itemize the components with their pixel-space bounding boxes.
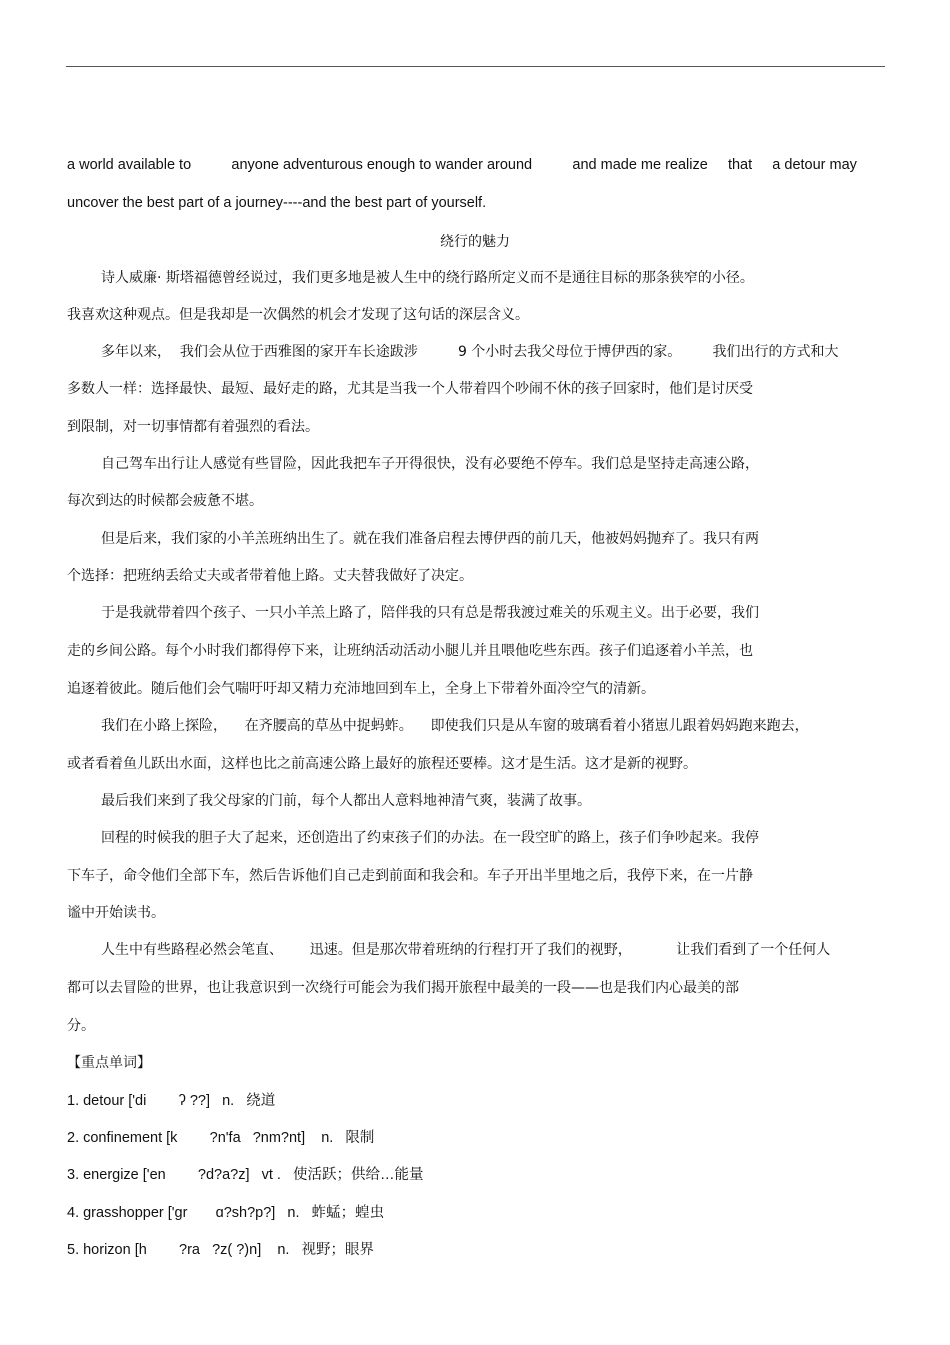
paragraph-line: 人生中有些路程必然会笔直、 迅速。但是那次带着班纳的行程打开了我们的视野， 让我们看到了一个任何人: [101, 942, 831, 958]
paragraph-line: 都可以去冒险的世界，也让我意识到一次绕行可能会为我们揭开旅程中最美的一段——也是我们内心最美的部: [67, 980, 739, 996]
paragraph-line: 下车子，命令他们全部下车，然后告诉他们自己走到前面和我会和。车子开出半里地之后，我停下来，在一片静: [67, 868, 753, 884]
header-rule: [66, 66, 885, 67]
paragraph-line: 多数人一样：选择最快、最短、最好走的路，尤其是当我一个人带着四个吵闹不休的孩子回家时，他们是讨厌受: [67, 381, 753, 397]
paragraph-line: 每次到达的时候都会疲惫不堪。: [67, 493, 263, 509]
paragraph-line: 谧中开始读书。: [67, 905, 165, 921]
vocab-item: 3. energize ['en ?d?a?z] vt . 使活跃；供给…能量: [67, 1167, 424, 1183]
vocab-item: 1. detour ['di ʔ ??] n. 绕道: [67, 1093, 276, 1109]
paragraph-line: 个选择：把班纳丢给丈夫或者带着他上路。丈夫替我做好了决定。: [67, 568, 473, 584]
paragraph-line: 诗人威廉· 斯塔福德曾经说过，我们更多地是被人生中的绕行路所定义而不是通往目标的那条狭窄的小径。: [101, 270, 754, 286]
vocab-item: 2. confinement [k ?n'fa ?nm?nt] n. 限制: [67, 1130, 375, 1146]
paragraph-line: 走的乡间公路。每个小时我们都得停下来，让班纳活动活动小腿儿并且喂他吃些东西。孩子们追逐着小羊羔，也: [67, 643, 753, 659]
paragraph-line: 分。: [67, 1018, 95, 1034]
paragraph-line: 多年以来， 我们会从位于西雅图的家开车长途跋涉 9 个小时去我父母位于博伊西的家。 我们出行的方式和大: [101, 344, 839, 360]
vocab-item: 5. horizon [h ?ra ?z( ?)n] n. 视野；眼界: [67, 1242, 375, 1258]
paragraph-line: 但是后来，我们家的小羊羔班纳出生了。就在我们准备启程去博伊西的前几天，他被妈妈抛弃了。我只有两: [101, 531, 759, 547]
paragraph-line: 或者看着鱼儿跃出水面，这样也比之前高速公路上最好的旅程还要棒。这才是生活。这才是新的视野。: [67, 756, 697, 772]
vocab-heading: 【重点单词】: [67, 1055, 151, 1071]
paragraph-line: 我们在小路上探险， 在齐腰高的草丛中捉蚂蚱。 即使我们只是从车窗的玻璃看着小猪崽儿跟着妈妈跑来跑去，: [101, 718, 809, 734]
article-title: 绕行的魅力: [440, 234, 510, 250]
paragraph-line: 自己驾车出行让人感觉有些冒险，因此我把车子开得很快，没有必要绝不停车。我们总是坚持走高速公路，: [101, 456, 759, 472]
paragraph-line: 追逐着彼此。随后他们会气喘吁吁却又精力充沛地回到车上，全身上下带着外面冷空气的清新。: [67, 681, 655, 697]
english-text-line-2: uncover the best part of a journey----and the best part of yourself.: [67, 195, 487, 211]
paragraph-line: 于是我就带着四个孩子、一只小羊羔上路了，陪伴我的只有总是帮我渡过难关的乐观主义。出于必要，我们: [101, 605, 759, 621]
vocab-item: 4. grasshopper ['gr ɑ?sh?p?] n. 蚱蜢；蝗虫: [67, 1205, 385, 1221]
english-text-line-1: a world available to anyone adventurous enough to wander around and made me realize that a detour may: [67, 157, 857, 173]
paragraph-line: 回程的时候我的胆子大了起来，还创造出了约束孩子们的办法。在一段空旷的路上，孩子们争吵起来。我停: [101, 830, 759, 846]
paragraph-line: 到限制，对一切事情都有着强烈的看法。: [67, 419, 319, 435]
paragraph-line: 最后我们来到了我父母家的门前，每个人都出人意料地神清气爽，装满了故事。: [101, 793, 591, 809]
paragraph-line: 我喜欢这种观点。但是我却是一次偶然的机会才发现了这句话的深层含义。: [67, 307, 529, 323]
